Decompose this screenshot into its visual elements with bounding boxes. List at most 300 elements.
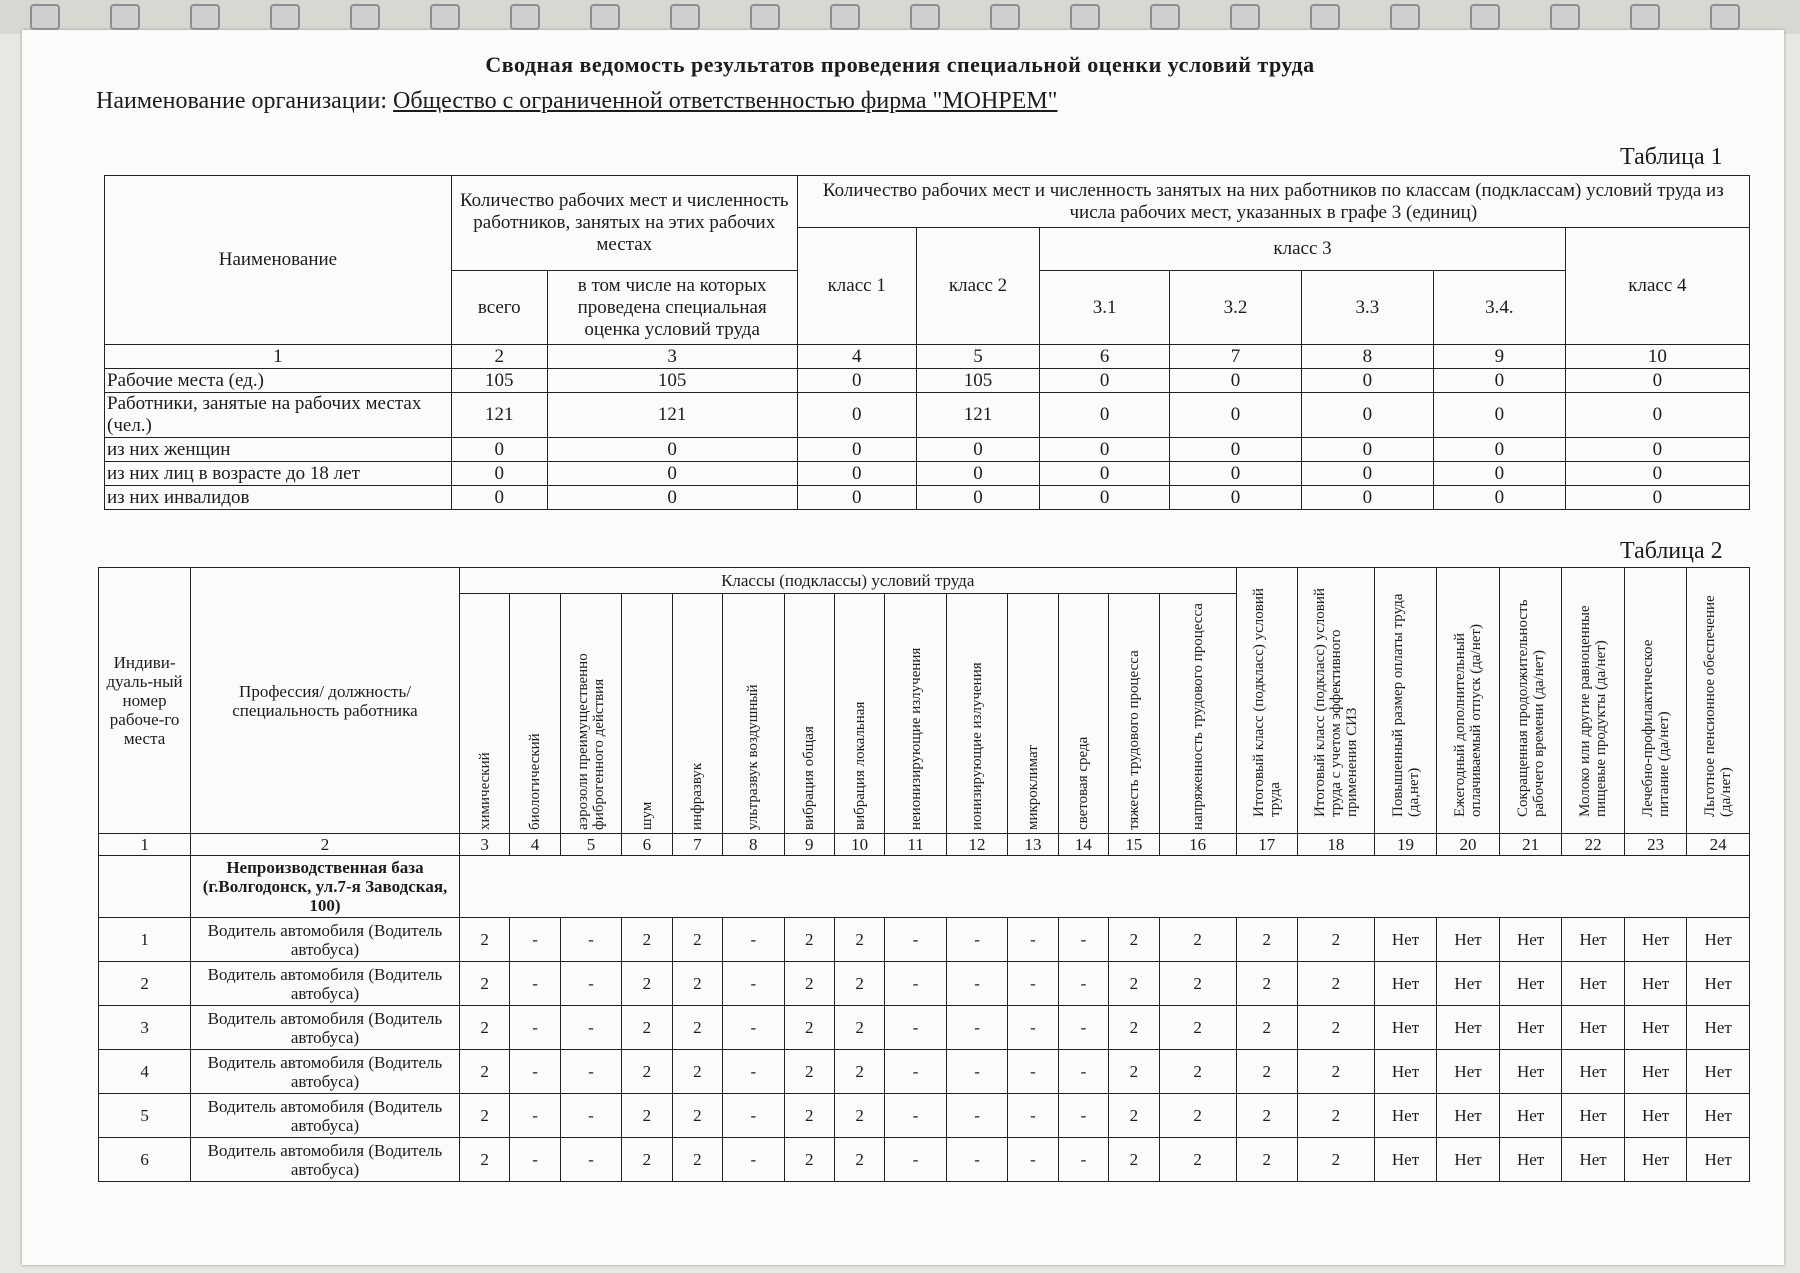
t2-workplace-id: 5: [99, 1094, 191, 1138]
t2-column-number: 5: [560, 834, 621, 856]
binder-ring: [1390, 4, 1420, 30]
t2-cell: 2: [1109, 1094, 1159, 1138]
t2-header-factor: [672, 594, 722, 834]
t1-row-label: Рабочие места (ед.): [105, 369, 452, 393]
t1-row-label: из них лиц в возрасте до 18 лет: [105, 462, 452, 486]
t2-cell: 2: [672, 1138, 722, 1182]
t2-cell: -: [885, 1006, 946, 1050]
t2-cell: 2: [784, 1094, 834, 1138]
t2-cell: -: [1058, 1050, 1108, 1094]
t2-cell: 2: [784, 1050, 834, 1094]
t2-profession: Водитель автомобиля (Водитель автобуса): [191, 1050, 460, 1094]
t2-cell: 2: [1236, 962, 1297, 1006]
t2-cell: 2: [459, 1006, 509, 1050]
t2-cell: 2: [1298, 1050, 1375, 1094]
t2-cell: -: [510, 1138, 560, 1182]
t2-header-factor: [1159, 594, 1236, 834]
t2-header-factor: [1236, 568, 1297, 834]
t2-column-numbers: [99, 834, 1750, 856]
t1-cell: 0: [1040, 393, 1170, 438]
t1-cell: 0: [1565, 462, 1749, 486]
t2-cell: 2: [622, 918, 672, 962]
t2-cell: -: [885, 1138, 946, 1182]
t1-row: [105, 393, 1750, 438]
t2-column-number: 1: [99, 834, 191, 856]
t2-cell: 2: [622, 1138, 672, 1182]
t2-column-number: 24: [1687, 834, 1750, 856]
t2-cell: -: [1058, 1138, 1108, 1182]
t2-cell: Нет: [1562, 1050, 1625, 1094]
t2-cell: 2: [834, 962, 884, 1006]
t2-header-factor: [622, 594, 672, 834]
t2-header-extra: [1499, 568, 1562, 834]
binder-ring: [430, 4, 460, 30]
t1-column-number: 6: [1040, 345, 1170, 369]
t1-header-class3: класс 3: [1040, 228, 1566, 271]
t2-cell: 2: [834, 1050, 884, 1094]
t2-cell: 2: [1109, 1138, 1159, 1182]
t2-cell: 2: [622, 1050, 672, 1094]
t1-row: [105, 438, 1750, 462]
t1-header-class4: класс 4: [1565, 228, 1749, 345]
t2-cell: 2: [1236, 1094, 1297, 1138]
t2-cell: -: [560, 1138, 621, 1182]
t2-column-number: 17: [1236, 834, 1297, 856]
t2-cell: 2: [1236, 918, 1297, 962]
t2-cell: -: [510, 962, 560, 1006]
t2-header-classes: Классы (подклассы) условий труда: [459, 568, 1236, 594]
t2-cell: -: [510, 1094, 560, 1138]
t2-cell: 2: [1298, 962, 1375, 1006]
t2-cell: Нет: [1562, 1094, 1625, 1138]
t2-header-factor: [1109, 594, 1159, 834]
document-title: Сводная ведомость результатов проведения специальной оценки условий труда: [485, 52, 1315, 77]
t2-column-number: 2: [191, 834, 460, 856]
t2-column-number: 8: [723, 834, 784, 856]
t1-cell: 0: [797, 438, 916, 462]
t2-cell: -: [1008, 1050, 1058, 1094]
binder-ring: [510, 4, 540, 30]
t1-column-number: 9: [1433, 345, 1565, 369]
t2-header-extra: [1437, 568, 1500, 834]
t1-header-class2: класс 2: [916, 228, 1039, 345]
t1-header-total: всего: [451, 271, 547, 345]
t1-row-label: Работники, занятые на рабочих местах (чел.): [105, 393, 452, 438]
t2-header-factor: [834, 594, 884, 834]
t1-header-classes: Количество рабочих мест и численность занятых на них работников по классам (подклассам) условий труда из числа рабочих мест, указанных в графе 3 (единиц): [797, 176, 1749, 228]
t1-header-assessed: в том числе на которых проведена специальная оценка условий труда: [547, 271, 797, 345]
t2-header-factor: [1058, 594, 1108, 834]
t2-header-extra-text: Льготное пенсионное обеспечение (да/нет): [1702, 594, 1735, 817]
binder-ring: [190, 4, 220, 30]
t1-cell: 121: [451, 393, 547, 438]
t1-cell: 0: [1433, 438, 1565, 462]
binder-ring: [1710, 4, 1740, 30]
t2-cell: 2: [834, 918, 884, 962]
t2-cell: Нет: [1374, 1006, 1437, 1050]
t2-header-id: Индиви-дуаль-ный номер рабоче-го места: [99, 568, 191, 834]
t2-column-number: 4: [510, 834, 560, 856]
t1-column-number: 1: [105, 345, 452, 369]
t2-cell: Нет: [1624, 962, 1687, 1006]
t1-cell: 0: [1040, 462, 1170, 486]
t1-cell: 0: [451, 438, 547, 462]
t1-column-number: 2: [451, 345, 547, 369]
t2-header-factor-text: Итоговый класс (подкласс) условий труда: [1250, 587, 1283, 817]
t1-cell: 0: [1433, 393, 1565, 438]
binder-ring: [1230, 4, 1260, 30]
t2-cell: 2: [834, 1094, 884, 1138]
t1-header-class3-3: 3.3: [1301, 271, 1433, 345]
t1-cell: 0: [797, 393, 916, 438]
binder-rings: [0, 0, 1800, 34]
t1-column-number: 8: [1301, 345, 1433, 369]
t2-cell: Нет: [1624, 1138, 1687, 1182]
t2-header-factor: [784, 594, 834, 834]
t1-cell: 0: [1565, 369, 1749, 393]
t2-cell: -: [723, 1094, 784, 1138]
t1-header-class3-2: 3.2: [1170, 271, 1302, 345]
t1-cell: 0: [1301, 438, 1433, 462]
t1-cell: 105: [451, 369, 547, 393]
t2-header-factor-text: шум: [638, 801, 655, 830]
t1-cell: 0: [1433, 369, 1565, 393]
t2-cell: 2: [784, 1006, 834, 1050]
t1-column-numbers: [105, 345, 1750, 369]
t2-section-id: [99, 856, 191, 918]
binder-ring: [990, 4, 1020, 30]
t1-cell: 0: [916, 438, 1039, 462]
t1-cell: 0: [916, 486, 1039, 510]
t2-cell: Нет: [1562, 1006, 1625, 1050]
t2-cell: Нет: [1374, 1138, 1437, 1182]
t1-cell: 0: [1170, 462, 1302, 486]
t2-header-factor-text: ультразвук воздушный: [745, 684, 762, 830]
t2-section-title: Непроизводственная база (г.Волгодонск, ул.7-я Заводская, 100): [191, 856, 460, 918]
t1-row-label: из них инвалидов: [105, 486, 452, 510]
t2-cell: 2: [1109, 918, 1159, 962]
t2-cell: Нет: [1687, 1006, 1750, 1050]
t1-cell: 0: [1433, 462, 1565, 486]
t2-cell: Нет: [1687, 962, 1750, 1006]
organization-name: Общество с ограниченной ответственностью фирма "МОНРЕМ": [393, 88, 1058, 114]
t1-cell: 0: [1040, 438, 1170, 462]
summary-table-2: [98, 567, 1750, 1182]
t2-profession: Водитель автомобиля (Водитель автобуса): [191, 918, 460, 962]
t2-cell: 2: [1109, 1006, 1159, 1050]
t2-header-factor-text: биологический: [527, 732, 544, 830]
t2-workplace-id: 3: [99, 1006, 191, 1050]
t1-header-class1: класс 1: [797, 228, 916, 345]
t2-cell: Нет: [1374, 918, 1437, 962]
t2-header-extra: [1298, 568, 1375, 834]
t1-cell: 0: [797, 369, 916, 393]
t2-cell: 2: [1298, 918, 1375, 962]
t2-cell: -: [946, 1094, 1007, 1138]
t2-cell: -: [1008, 1006, 1058, 1050]
t2-row: [99, 1094, 1750, 1138]
t1-cell: 105: [916, 369, 1039, 393]
binder-ring: [750, 4, 780, 30]
t2-cell: Нет: [1499, 1006, 1562, 1050]
t2-cell: Нет: [1624, 1050, 1687, 1094]
binder-ring: [350, 4, 380, 30]
t2-header-extra-text: Молоко или другие равноценные пищевые продукты (да/нет): [1577, 604, 1610, 817]
t2-cell: Нет: [1437, 1006, 1500, 1050]
t2-column-number: 21: [1499, 834, 1562, 856]
t2-cell: -: [1008, 918, 1058, 962]
t2-row: [99, 1050, 1750, 1094]
binder-ring: [910, 4, 940, 30]
t2-cell: 2: [459, 1138, 509, 1182]
t2-header-factor-text: ионизирующие излучения: [969, 661, 986, 830]
t1-cell: 0: [916, 462, 1039, 486]
t2-cell: 2: [1298, 1006, 1375, 1050]
t2-cell: Нет: [1562, 1138, 1625, 1182]
t2-header-extra-text: Лечебно-профилактическое питание (да/нет): [1639, 639, 1672, 817]
t2-cell: Нет: [1499, 1050, 1562, 1094]
t2-column-number: 14: [1058, 834, 1108, 856]
t2-column-number: 10: [834, 834, 884, 856]
t2-cell: -: [723, 1050, 784, 1094]
t2-workplace-id: 6: [99, 1138, 191, 1182]
t1-cell: 0: [1040, 486, 1170, 510]
t2-cell: Нет: [1499, 918, 1562, 962]
t2-cell: 2: [1159, 1050, 1236, 1094]
t1-cell: 0: [1170, 486, 1302, 510]
t2-cell: -: [1058, 918, 1108, 962]
t2-header-factor-text: неионизирующие излучения: [907, 647, 924, 830]
t2-column-number: 23: [1624, 834, 1687, 856]
t2-row: [99, 918, 1750, 962]
t2-profession: Водитель автомобиля (Водитель автобуса): [191, 1094, 460, 1138]
t2-cell: Нет: [1374, 962, 1437, 1006]
t1-cell: 0: [797, 462, 916, 486]
binder-ring: [1150, 4, 1180, 30]
t1-column-number: 3: [547, 345, 797, 369]
t2-column-number: 9: [784, 834, 834, 856]
t2-header-factor-text: вибрация общая: [801, 725, 818, 830]
t2-column-number: 3: [459, 834, 509, 856]
t2-cell: 2: [622, 1094, 672, 1138]
t2-cell: Нет: [1687, 1094, 1750, 1138]
t2-cell: 2: [784, 918, 834, 962]
t2-cell: 2: [784, 1138, 834, 1182]
t1-cell: 0: [1433, 486, 1565, 510]
t2-workplace-id: 2: [99, 962, 191, 1006]
t2-row: [99, 962, 1750, 1006]
t2-workplace-id: 1: [99, 918, 191, 962]
t1-header-class3-4: 3.4.: [1433, 271, 1565, 345]
t2-cell: -: [885, 918, 946, 962]
t2-cell: -: [723, 1138, 784, 1182]
binder-ring: [1630, 4, 1660, 30]
t2-column-number: 18: [1298, 834, 1375, 856]
t2-cell: -: [560, 1050, 621, 1094]
t2-cell: -: [1058, 1094, 1108, 1138]
t2-cell: 2: [1109, 962, 1159, 1006]
t2-cell: 2: [622, 962, 672, 1006]
t1-header-count: Количество рабочих мест и численность работников, занятых на этих рабочих местах: [451, 176, 797, 271]
t2-cell: Нет: [1624, 918, 1687, 962]
t2-cell: -: [946, 918, 1007, 962]
t2-cell: 2: [459, 1050, 509, 1094]
t1-cell: 0: [1301, 486, 1433, 510]
t2-cell: Нет: [1687, 1050, 1750, 1094]
t2-cell: 2: [1298, 1094, 1375, 1138]
t2-cell: Нет: [1624, 1006, 1687, 1050]
t2-cell: -: [1058, 1006, 1108, 1050]
t2-row: [99, 1138, 1750, 1182]
t2-column-number: 22: [1562, 834, 1625, 856]
t1-row: [105, 486, 1750, 510]
t2-cell: Нет: [1687, 918, 1750, 962]
t2-cell: Нет: [1374, 1094, 1437, 1138]
t2-cell: Нет: [1499, 962, 1562, 1006]
t2-cell: 2: [1236, 1050, 1297, 1094]
t1-cell: 0: [1170, 369, 1302, 393]
t1-column-number: 4: [797, 345, 916, 369]
t2-cell: -: [510, 918, 560, 962]
t2-header-extra-text: Итоговый класс (подкласс) условий труда с учетом эффективного применения СИЗ: [1311, 587, 1360, 817]
t2-cell: Нет: [1499, 1094, 1562, 1138]
t2-header-extra: [1562, 568, 1625, 834]
t1-row: [105, 369, 1750, 393]
t2-cell: 2: [1159, 1006, 1236, 1050]
binder-ring: [1470, 4, 1500, 30]
binder-ring: [1310, 4, 1340, 30]
t1-cell: 0: [1301, 462, 1433, 486]
t2-header-factor-text: инфразвук: [689, 762, 706, 830]
t2-cell: Нет: [1437, 1050, 1500, 1094]
t2-cell: -: [946, 1050, 1007, 1094]
t2-header-factor: [723, 594, 784, 834]
t2-cell: -: [885, 1050, 946, 1094]
t2-cell: -: [560, 1006, 621, 1050]
organization-line: [96, 88, 1057, 115]
t1-cell: 0: [451, 462, 547, 486]
t1-header-name: Наименование: [105, 176, 452, 345]
t1-cell: 0: [797, 486, 916, 510]
t2-cell: 2: [1236, 1138, 1297, 1182]
t2-column-number: 12: [946, 834, 1007, 856]
t1-cell: 0: [1301, 369, 1433, 393]
t2-header-factor-text: напряженность трудового процесса: [1189, 602, 1206, 830]
t2-column-number: 15: [1109, 834, 1159, 856]
t2-cell: 2: [1298, 1138, 1375, 1182]
t2-cell: 2: [672, 962, 722, 1006]
t2-cell: 2: [834, 1006, 884, 1050]
binder-ring: [1550, 4, 1580, 30]
t1-column-number: 7: [1170, 345, 1302, 369]
t2-workplace-id: 4: [99, 1050, 191, 1094]
t2-column-number: 6: [622, 834, 672, 856]
t2-section-empty: [459, 856, 1749, 918]
t2-cell: 2: [459, 918, 509, 962]
t1-cell: 0: [1565, 486, 1749, 510]
t2-cell: 2: [672, 918, 722, 962]
t2-header-factor: [560, 594, 621, 834]
t1-cell: 0: [1170, 438, 1302, 462]
t2-cell: Нет: [1437, 918, 1500, 962]
t1-cell: 0: [547, 486, 797, 510]
t2-cell: 2: [459, 1094, 509, 1138]
t2-cell: -: [1008, 962, 1058, 1006]
t1-cell: 0: [1565, 438, 1749, 462]
t2-cell: 2: [784, 962, 834, 1006]
binder-ring: [590, 4, 620, 30]
t1-cell: 105: [547, 369, 797, 393]
t2-header-factor-text: световая среда: [1075, 736, 1092, 830]
t2-cell: 2: [1236, 1006, 1297, 1050]
t2-cell: -: [723, 918, 784, 962]
t1-row-label: из них женщин: [105, 438, 452, 462]
t2-cell: -: [1058, 962, 1108, 1006]
t2-column-number: 7: [672, 834, 722, 856]
t2-cell: -: [885, 962, 946, 1006]
t2-cell: -: [885, 1094, 946, 1138]
table1-caption: Таблица 1: [1620, 144, 1723, 170]
t2-header-extra: [1624, 568, 1687, 834]
t2-cell: Нет: [1687, 1138, 1750, 1182]
t2-cell: Нет: [1562, 962, 1625, 1006]
t2-header-factor-text: аэрозоли преимущественно фиброгенного действия: [574, 652, 607, 830]
table2-caption: Таблица 2: [1620, 538, 1723, 564]
t1-cell: 0: [1170, 393, 1302, 438]
t2-header-factor-text: химический: [476, 751, 493, 830]
t2-header-factor: [459, 594, 509, 834]
t2-cell: 2: [1159, 1138, 1236, 1182]
t2-cell: 2: [672, 1050, 722, 1094]
t2-header-factor: [946, 594, 1007, 834]
organization-label: Наименование организации:: [96, 88, 394, 114]
t2-cell: -: [560, 962, 621, 1006]
t2-cell: -: [1008, 1138, 1058, 1182]
t2-cell: Нет: [1562, 918, 1625, 962]
t2-cell: 2: [834, 1138, 884, 1182]
t1-row: [105, 462, 1750, 486]
t1-column-number: 5: [916, 345, 1039, 369]
t1-header-class3-1: 3.1: [1040, 271, 1170, 345]
t2-cell: 2: [459, 962, 509, 1006]
binder-ring: [670, 4, 700, 30]
t1-cell: 0: [1565, 393, 1749, 438]
t2-cell: Нет: [1624, 1094, 1687, 1138]
t2-header-extra-text: Ежегодный дополнительный оплачиваемый отпуск (да/нет): [1452, 623, 1485, 817]
t2-cell: 2: [1159, 918, 1236, 962]
t2-cell: -: [510, 1050, 560, 1094]
t2-header-factor-text: тяжесть трудового процесса: [1125, 649, 1142, 830]
t2-column-number: 13: [1008, 834, 1058, 856]
t2-header-profession: Профессия/ должность/ специальность работника: [191, 568, 460, 834]
t1-cell: 121: [916, 393, 1039, 438]
t2-cell: 2: [1109, 1050, 1159, 1094]
t1-cell: 121: [547, 393, 797, 438]
t2-profession: Водитель автомобиля (Водитель автобуса): [191, 1006, 460, 1050]
t2-cell: -: [946, 1138, 1007, 1182]
binder-ring: [270, 4, 300, 30]
t2-header-factor: [885, 594, 946, 834]
t1-cell: 0: [547, 438, 797, 462]
t1-cell: 0: [1040, 369, 1170, 393]
t1-column-number: 10: [1565, 345, 1749, 369]
t2-cell: Нет: [1437, 962, 1500, 1006]
binder-ring: [1070, 4, 1100, 30]
t2-cell: 2: [1159, 1094, 1236, 1138]
t2-cell: -: [1008, 1094, 1058, 1138]
t2-cell: -: [723, 962, 784, 1006]
t2-column-number: 16: [1159, 834, 1236, 856]
